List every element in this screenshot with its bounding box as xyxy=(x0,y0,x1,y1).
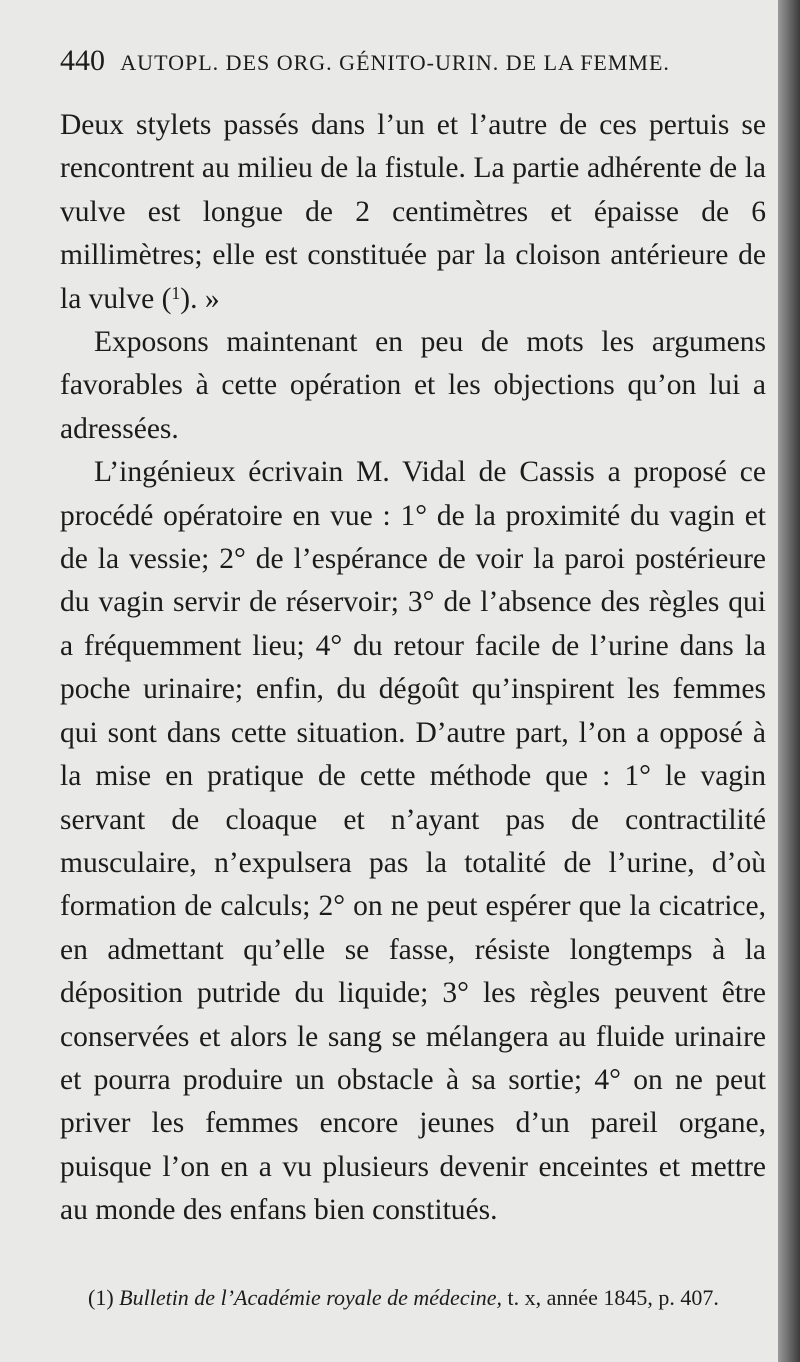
paragraph: L’ingénieux écrivain M. Vidal de Cassis a proposé ce procédé opératoire en vue : 1° de la proximité du vagin et de la vessie; 2° de l’espérance de voir la paroi postérieure du vagin servir de réservoir; 3° de l’absence des règles qui a fréquemment lieu; 4° du retour facile de l’urine dans la poche urinaire; enfin, du dégoût qu’inspirent les femmes qui sont dans cette situation. D’autre part, l’on a opposé à la mise en pratique de cette méthode que : 1° le vagin servant de cloaque et n’ayant pas de contractilité musculaire, n’expulsera pas la totalité de l’urine, d’où formation de calculs; 2° on ne peut espérer que la cicatrice, en admettant qu’elle se fasse, résiste longtemps à la déposition putride du liquide; 3° les règles peuvent être conservées et alors le sang se mélangera au fluide urinaire et pourra produire un obstacle à sa sortie; 4° on ne peut priver les femmes encore jeunes d’un pareil organe, puisque l’on en a vu plusieurs devenir enceintes et mettre au monde des enfans bien constitués. xyxy=(60,456,766,1227)
running-title: AUTOPL. DES ORG. GÉNITO-URIN. DE LA FEMME. xyxy=(120,50,670,75)
footnote-details: t. x, année 1845, p. 407. xyxy=(507,1285,719,1310)
page-number: 440 xyxy=(60,44,105,77)
running-header xyxy=(60,44,760,78)
main-text xyxy=(60,104,766,1233)
footnote-marker: (1) xyxy=(88,1285,114,1310)
footnote-source: Bulletin de l’Académie royale de médecine, xyxy=(119,1285,502,1310)
page-edge-shadow xyxy=(778,0,800,1362)
footnote xyxy=(60,1282,766,1314)
paragraph: Exposons maintenant en peu de mots les argumens favorables à cette opération et les objections qu’on lui a adressées. xyxy=(60,326,766,445)
paragraph: Deux stylets passés dans l’un et l’autre de ces pertuis se rencontrent au milieu de la fistule. La partie adhérente de la vulve est longue de 2 centimètres et épaisse de 6 millimètres; elle est constituée par la cloison antérieure de la vulve ($^1$). » xyxy=(60,109,766,315)
footnote-reference: 1 xyxy=(171,282,181,303)
